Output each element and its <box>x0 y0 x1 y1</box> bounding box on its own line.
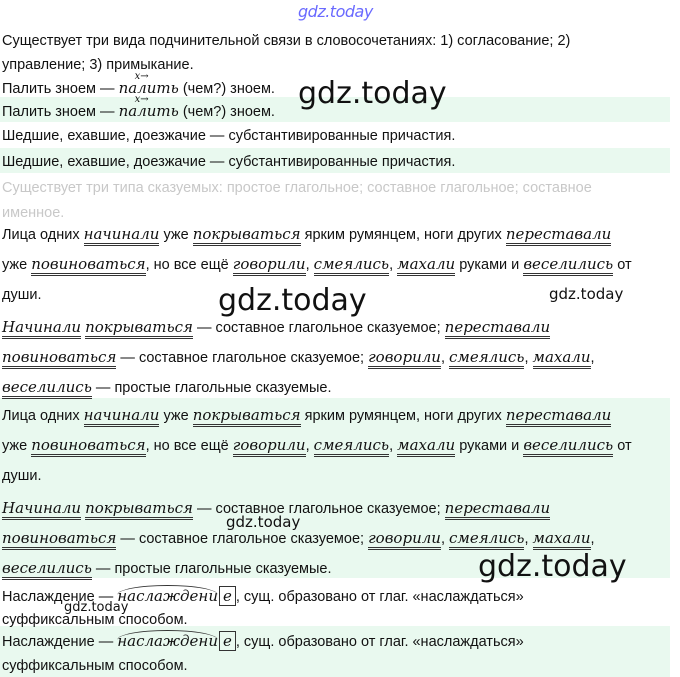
watermark: gdz.today <box>478 549 627 584</box>
predicate: веселились <box>523 255 613 276</box>
watermark: gdz.today <box>64 600 129 615</box>
sentence-line: Лица одних начинали уже покрываться ярким румянцем, ноги других переставали <box>2 224 611 245</box>
predicate: говорили <box>233 255 306 276</box>
predicate: переставали <box>445 499 550 520</box>
analysis-line: веселились — простые глагольные сказуемые. <box>2 558 332 579</box>
text-line: суффиксальным способом. <box>2 612 188 628</box>
word-analysis-line: Наслаждение — наслаждени е , сущ. образовано от глаг. «наслаждаться» <box>2 632 524 650</box>
text-line: управление; 3) примыкание. <box>2 57 194 73</box>
predicate: переставали <box>445 318 550 339</box>
watermark: gdz.today <box>549 285 624 303</box>
predicate: покрываться <box>85 499 193 520</box>
predicate: смеялись <box>449 348 524 369</box>
predicate: покрываться <box>193 225 301 246</box>
example-line <box>2 94 275 122</box>
predicate: покрываться <box>193 406 301 427</box>
predicate: махали <box>533 348 591 369</box>
word-ending: е <box>219 631 236 651</box>
text-line: Шедшие, ехавшие, доезжачие — субстантивированные причастия. <box>2 154 456 170</box>
watermark: gdz.today <box>298 76 447 111</box>
predicate: переставали <box>506 225 611 246</box>
predicate: смеялись <box>314 436 389 457</box>
sentence-line: души. <box>2 468 42 484</box>
predicate: говорили <box>368 529 441 550</box>
text-line: Существует три вида подчинительной связи в словосочетаниях: 1) согласование; 2) <box>2 33 571 49</box>
control-mark: x→ <box>134 71 149 82</box>
predicate: говорили <box>368 348 441 369</box>
analysis-line: Начинали покрываться — составное глагольное сказуемое; переставали <box>2 498 550 519</box>
sentence-line: души. <box>2 287 42 303</box>
predicate: махали <box>397 436 455 457</box>
analysis-line: веселились — простые глагольные сказуемые. <box>2 377 332 398</box>
sentence-line: уже повиноваться, но все ещё говорили, смеялись, махали руками и веселились от <box>2 254 632 275</box>
predicate: веселились <box>2 378 92 399</box>
faded-text: именное. <box>2 205 65 221</box>
word-analysis-line: Наслаждение — наслаждени е , сущ. образовано от глаг. «наслаждаться» <box>2 587 524 605</box>
predicate: говорили <box>233 436 306 457</box>
word-stem: наслаждени <box>117 632 218 650</box>
control-mark: x→ <box>134 94 149 105</box>
sentence-line: уже повиноваться, но все ещё говорили, смеялись, махали руками и веселились от <box>2 435 632 456</box>
text: (чем?) зноем. <box>182 81 275 97</box>
text-line: Шедшие, ехавшие, доезжачие — субстантивированные причастия. <box>2 128 456 144</box>
predicate: смеялись <box>449 529 524 550</box>
predicate: махали <box>533 529 591 550</box>
predicate: переставали <box>506 406 611 427</box>
text: Палить зноем — <box>2 81 115 97</box>
word-stem: наслаждени <box>117 587 218 605</box>
predicate: начинали <box>84 406 160 427</box>
handwritten-word: x→ палить <box>119 102 179 120</box>
text: (чем?) зноем. <box>182 104 275 120</box>
watermark: gdz.today <box>226 513 301 531</box>
watermark-top: gdz.today <box>298 2 373 21</box>
analysis-line: Начинали покрываться — составное глагольное сказуемое; переставали <box>2 317 550 338</box>
word-ending: е <box>219 586 236 606</box>
analysis-line: повиноваться — составное глагольное сказуемое; говорили, смеялись, махали, <box>2 528 595 549</box>
predicate: Начинали <box>2 318 81 339</box>
sentence-line: Лица одних начинали уже покрываться ярким румянцем, ноги других переставали <box>2 405 611 426</box>
predicate: покрываться <box>85 318 193 339</box>
watermark: gdz.today <box>218 283 367 318</box>
analysis-line: повиноваться — составное глагольное сказуемое; говорили, смеялись, махали, <box>2 347 595 368</box>
predicate: Начинали <box>2 499 81 520</box>
text: Палить зноем — <box>2 104 115 120</box>
handwritten-word: x→ палить <box>119 79 179 97</box>
faded-text: Существует три типа сказуемых: простое глагольное; составное глагольное; составное <box>2 180 592 196</box>
predicate: веселились <box>523 436 613 457</box>
predicate: махали <box>397 255 455 276</box>
predicate: смеялись <box>314 255 389 276</box>
predicate: повиноваться <box>2 529 116 550</box>
predicate: повиноваться <box>31 436 145 457</box>
predicate: повиноваться <box>2 348 116 369</box>
predicate: веселились <box>2 559 92 580</box>
predicate: начинали <box>84 225 160 246</box>
text-line: суффиксальным способом. <box>2 658 188 674</box>
predicate: повиноваться <box>31 255 145 276</box>
